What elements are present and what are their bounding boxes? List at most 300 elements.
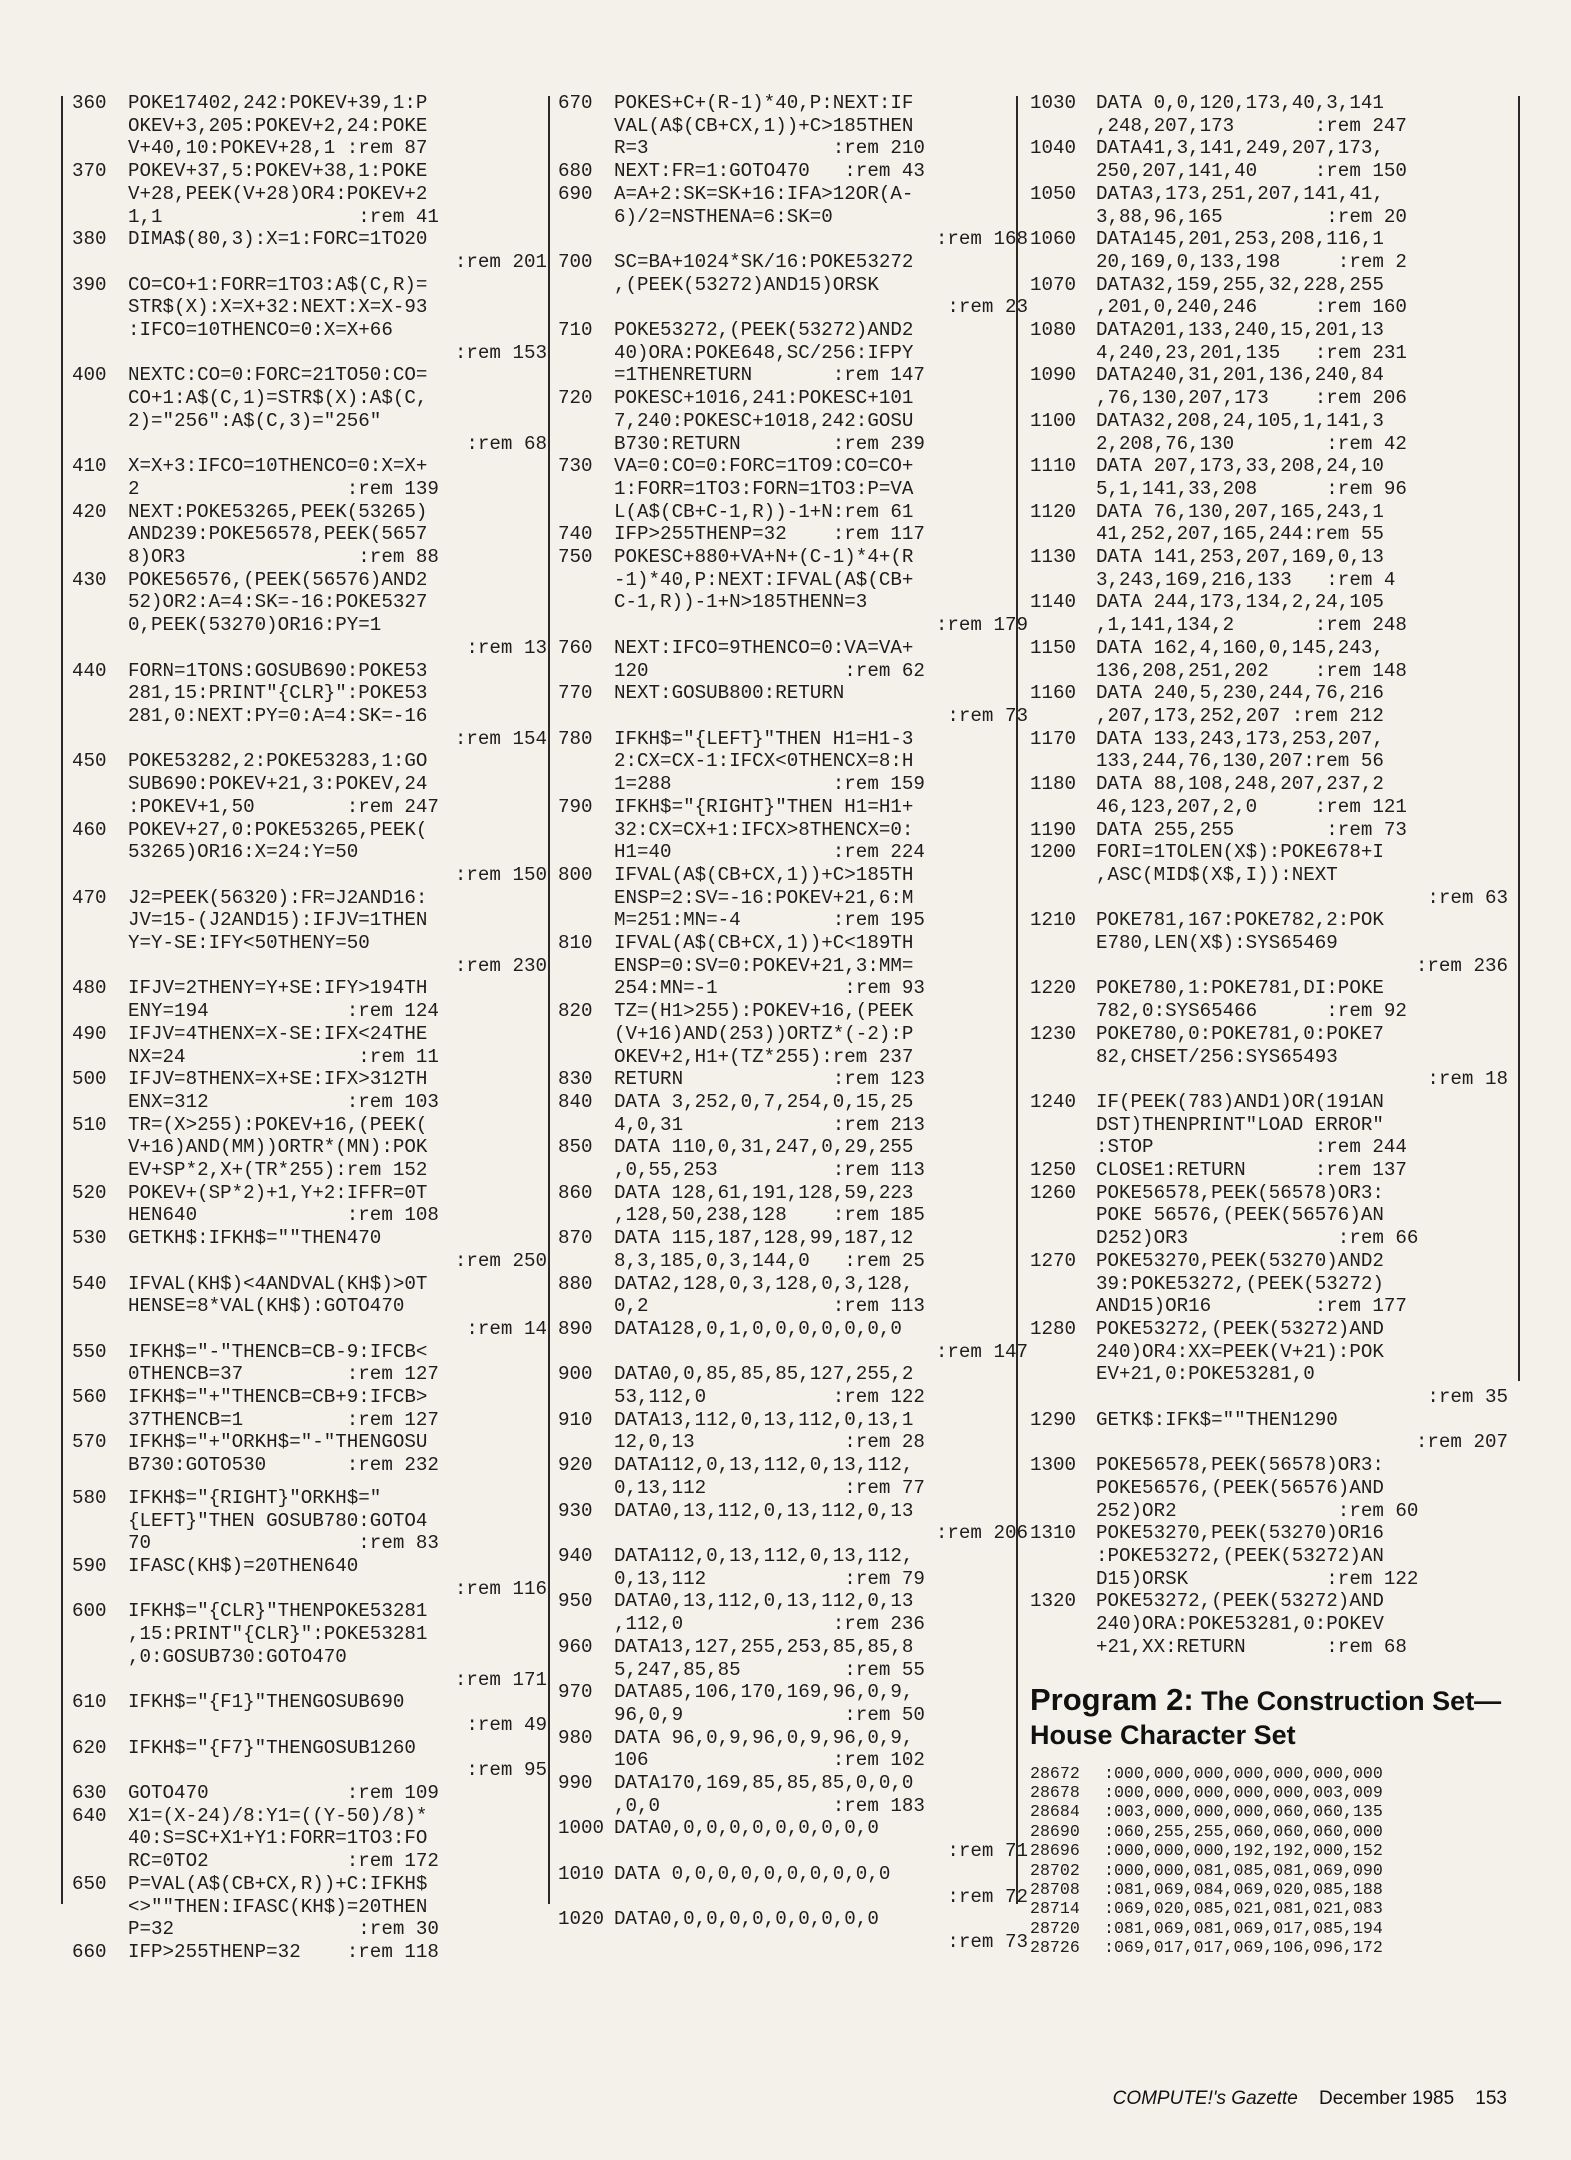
code-row bbox=[1030, 841, 1508, 864]
code-text: B730:GOTO530 :rem 232 bbox=[128, 1454, 439, 1477]
line-number: 650 bbox=[72, 1872, 107, 1895]
code-row bbox=[1030, 1477, 1508, 1500]
code-line-1110 bbox=[1030, 455, 1508, 500]
line-number bbox=[558, 501, 614, 524]
code-text: CLOSE1:RETURN :rem 137 bbox=[1096, 1159, 1407, 1182]
line-number bbox=[72, 1091, 128, 1114]
code-text: 120 :rem 62 bbox=[614, 659, 925, 682]
code-row bbox=[72, 183, 547, 206]
line-number: 780 bbox=[558, 727, 593, 750]
code-text: IFKH$="{RIGHT}"THEN H1=H1+ bbox=[614, 795, 914, 818]
code-text: RC=0TO2 :rem 172 bbox=[128, 1850, 439, 1873]
code-line-560 bbox=[72, 1386, 547, 1431]
code-row bbox=[1030, 546, 1508, 569]
code-row bbox=[558, 1568, 1028, 1591]
rem-checksum: :rem 154 bbox=[454, 727, 547, 750]
code-row bbox=[72, 705, 547, 728]
code-row bbox=[72, 1409, 547, 1432]
code-row bbox=[558, 1114, 1028, 1137]
rem-checksum: :rem 201 bbox=[454, 250, 547, 273]
line-number bbox=[558, 1023, 614, 1046]
code-text: 40:S=SC+X1+Y1:FORR=1TO3:FO bbox=[128, 1827, 428, 1850]
line-number: 560 bbox=[72, 1386, 107, 1409]
line-number bbox=[72, 1532, 128, 1555]
code-text: DATA 133,243,173,253,207, bbox=[1096, 727, 1384, 750]
code-row bbox=[1030, 796, 1508, 819]
code-text: 254:MN=-1 :rem 93 bbox=[614, 977, 925, 1000]
code-text: D15)ORSK :rem 122 bbox=[1096, 1567, 1419, 1590]
code-text: RETURN :rem 123 bbox=[614, 1068, 925, 1091]
code-line-680 bbox=[558, 160, 1028, 183]
code-text: IFP>255THENP=32 :rem 118 bbox=[128, 1940, 439, 1963]
code-line-450 bbox=[72, 750, 547, 818]
code-row bbox=[558, 1046, 1028, 1069]
code-row bbox=[558, 1704, 1028, 1727]
code-line-440 bbox=[72, 660, 547, 751]
line-number bbox=[1030, 1613, 1096, 1636]
code-text: IFKH$="{F1}"THENGOSUB690 bbox=[128, 1691, 405, 1714]
code-row bbox=[72, 296, 547, 319]
line-number bbox=[72, 773, 128, 796]
code-text: ,15:PRINT"{CLR}":POKE53281 bbox=[128, 1623, 428, 1646]
line-number: 700 bbox=[558, 250, 593, 273]
line-number: 1190 bbox=[1030, 818, 1077, 841]
line-number bbox=[558, 569, 614, 592]
code-line-1130 bbox=[1030, 546, 1508, 591]
line-number bbox=[72, 546, 128, 569]
line-number bbox=[558, 1295, 614, 1318]
code-row bbox=[558, 660, 1028, 683]
code-text: 7,240:POKESC+1018,242:GOSU bbox=[614, 409, 914, 432]
code-row bbox=[558, 1454, 1028, 1477]
memory-address: 28714 bbox=[1030, 1899, 1080, 1919]
line-number: 380 bbox=[72, 228, 107, 251]
line-number bbox=[72, 1000, 128, 1023]
code-row bbox=[1030, 637, 1508, 660]
line-number: 460 bbox=[72, 818, 107, 841]
line-number: 1020 bbox=[558, 1908, 605, 1931]
rem-checksum: :rem 14 bbox=[466, 1317, 547, 1340]
code-line-1320 bbox=[1030, 1590, 1508, 1658]
line-number: 1290 bbox=[1030, 1408, 1077, 1431]
code-row bbox=[1030, 1636, 1508, 1659]
code-row bbox=[1030, 160, 1508, 183]
code-text: IFJV=8THENX=X+SE:IFX>312TH bbox=[128, 1068, 428, 1091]
code-text: DATA0,0,0,0,0,0,0,0,0,0 bbox=[614, 1908, 879, 1931]
code-text: DATA3,173,251,207,141,41, bbox=[1096, 182, 1384, 205]
code-line-570 bbox=[72, 1431, 547, 1476]
line-number bbox=[72, 1510, 128, 1533]
code-text: 82,CHSET/256:SYS65493 bbox=[1096, 1045, 1338, 1068]
code-line-480 bbox=[72, 977, 547, 1022]
code-row bbox=[72, 1918, 547, 1941]
code-row bbox=[1030, 682, 1508, 705]
line-number bbox=[558, 660, 614, 683]
line-number: 370 bbox=[72, 160, 107, 183]
code-row bbox=[558, 1023, 1028, 1046]
code-row bbox=[558, 1386, 1028, 1409]
code-line-580 bbox=[72, 1487, 547, 1555]
line-number bbox=[72, 1850, 128, 1873]
line-number: 760 bbox=[558, 636, 593, 659]
code-text: POKESC+1016,241:POKESC+101 bbox=[614, 387, 914, 410]
code-text: 40)ORA:POKE648,SC/256:IFPY bbox=[614, 341, 914, 364]
code-row bbox=[72, 909, 547, 932]
line-number: 500 bbox=[72, 1068, 107, 1091]
line-number bbox=[558, 1431, 614, 1454]
code-row bbox=[558, 1817, 1028, 1840]
code-text: DATA112,0,13,112,0,13,112, bbox=[614, 1454, 914, 1477]
code-row bbox=[72, 1023, 547, 1046]
code-text: IFKH$="{CLR}"THENPOKE53281 bbox=[128, 1600, 428, 1623]
rem-checksum: :rem 153 bbox=[454, 341, 547, 364]
code-row bbox=[558, 637, 1028, 660]
line-number: 1310 bbox=[1030, 1522, 1077, 1545]
line-number: 550 bbox=[72, 1340, 107, 1363]
code-text: 52)OR2:A=4:SK=-16:POKE5327 bbox=[128, 591, 428, 614]
line-number bbox=[558, 137, 614, 160]
memory-address: 28690 bbox=[1030, 1821, 1080, 1841]
code-line-970 bbox=[558, 1681, 1028, 1726]
code-row bbox=[1030, 1318, 1508, 1341]
code-row bbox=[558, 932, 1028, 955]
code-text: :POKE53272,(PEEK(53272)AN bbox=[1096, 1545, 1384, 1567]
line-number bbox=[72, 705, 128, 728]
code-text: C-1,R))-1+N>185THENN=3 bbox=[614, 591, 868, 614]
line-number bbox=[558, 591, 614, 614]
code-text: JV=15-(J2AND15):IFJV=1THEN bbox=[128, 909, 428, 932]
code-row bbox=[72, 137, 547, 160]
line-number bbox=[558, 841, 614, 864]
line-number: 690 bbox=[558, 182, 593, 205]
line-number: 990 bbox=[558, 1772, 593, 1795]
code-line-500 bbox=[72, 1068, 547, 1113]
code-row bbox=[558, 1273, 1028, 1296]
line-number bbox=[72, 387, 128, 410]
line-number bbox=[558, 1204, 614, 1227]
code-row bbox=[1030, 501, 1508, 524]
code-row bbox=[72, 546, 547, 569]
code-text: 53,112,0 :rem 122 bbox=[614, 1386, 925, 1409]
code-text: IFVAL(A$(CB+CX,1))+C>185TH bbox=[614, 863, 914, 886]
code-text: 2 :rem 139 bbox=[128, 477, 439, 500]
code-text: M=251:MN=-4 :rem 195 bbox=[614, 909, 925, 932]
line-number bbox=[1030, 569, 1096, 592]
code-row bbox=[1030, 455, 1508, 478]
line-number bbox=[1030, 1636, 1096, 1659]
memory-address: 28684 bbox=[1030, 1802, 1080, 1822]
code-text: NEXT:GOSUB800:RETURN bbox=[614, 682, 845, 705]
code-line-670 bbox=[558, 92, 1028, 160]
code-row bbox=[1030, 410, 1508, 433]
code-row bbox=[1030, 1568, 1508, 1591]
line-number bbox=[72, 1454, 128, 1477]
line-number bbox=[558, 977, 614, 1000]
code-text: +21,XX:RETURN :rem 68 bbox=[1096, 1635, 1407, 1658]
code-row bbox=[72, 1000, 547, 1023]
listing-column-2 bbox=[558, 92, 1028, 1954]
code-row bbox=[558, 1863, 1028, 1886]
code-row bbox=[558, 977, 1028, 1000]
column-rule-right bbox=[1518, 96, 1520, 1381]
code-row bbox=[72, 1046, 547, 1069]
code-text: 37THENCB=1 :rem 127 bbox=[128, 1408, 439, 1431]
code-text: POKE53272,(PEEK(53272)AND bbox=[1096, 1317, 1384, 1340]
code-row bbox=[1030, 137, 1508, 160]
code-row bbox=[1030, 206, 1508, 229]
line-number bbox=[72, 1409, 128, 1432]
code-row bbox=[72, 750, 547, 773]
code-row bbox=[1030, 773, 1508, 796]
memory-address: 28702 bbox=[1030, 1860, 1080, 1880]
memory-address: 28726 bbox=[1030, 1938, 1080, 1958]
code-text: 250,207,141,40 :rem 150 bbox=[1096, 160, 1407, 183]
code-row bbox=[72, 92, 547, 115]
code-text: AND239:POKE56578,PEEK(5657 bbox=[128, 523, 428, 546]
code-text: 106 :rem 102 bbox=[614, 1749, 925, 1772]
dump-row bbox=[1030, 1822, 1508, 1841]
code-row bbox=[558, 1727, 1028, 1750]
rem-checksum: :rem 236 bbox=[1415, 954, 1508, 977]
code-line-1280 bbox=[1030, 1318, 1508, 1409]
code-row bbox=[558, 1795, 1028, 1818]
code-text: POKEV+(SP*2)+1,Y+2:IFFR=0T bbox=[128, 1181, 428, 1204]
byte-values: :000,000,081,085,081,069,090 bbox=[1104, 1860, 1383, 1880]
code-row bbox=[1030, 387, 1508, 410]
code-row bbox=[72, 796, 547, 819]
line-number: 820 bbox=[558, 1000, 593, 1023]
code-text: DATA0,0,85,85,85,127,255,2 bbox=[614, 1363, 914, 1386]
line-number: 860 bbox=[558, 1181, 593, 1204]
code-row bbox=[1030, 1000, 1508, 1023]
code-text: POKE53270,PEEK(53270)OR16 bbox=[1096, 1522, 1384, 1545]
code-line-740 bbox=[558, 523, 1028, 546]
line-number bbox=[558, 750, 614, 773]
code-text: X=X+3:IFCO=10THENCO=0:X=X+ bbox=[128, 455, 428, 478]
code-row bbox=[558, 955, 1028, 978]
line-number bbox=[72, 319, 128, 342]
code-text: 240)OR4:XX=PEEK(V+21):POK bbox=[1096, 1340, 1384, 1363]
code-line-700 bbox=[558, 251, 1028, 319]
code-row bbox=[558, 864, 1028, 887]
rem-checksum: :rem 168 bbox=[935, 228, 1028, 251]
code-text: 5,247,85,85 :rem 55 bbox=[614, 1658, 925, 1681]
line-number: 400 bbox=[72, 364, 107, 387]
code-row bbox=[558, 1681, 1028, 1704]
code-text: STR$(X):X=X+32:NEXT:X=X-93 bbox=[128, 296, 428, 319]
line-number: 1170 bbox=[1030, 727, 1077, 750]
code-row bbox=[1030, 1227, 1508, 1250]
line-number: 1090 bbox=[1030, 364, 1077, 387]
code-text: DATA 3,252,0,7,254,0,15,25 bbox=[614, 1090, 914, 1113]
line-number: 750 bbox=[558, 546, 593, 569]
code-line-1250 bbox=[1030, 1159, 1508, 1182]
code-text: 0THENCB=37 :rem 127 bbox=[128, 1363, 439, 1386]
line-number bbox=[72, 478, 128, 501]
code-row bbox=[558, 342, 1028, 365]
dump-row bbox=[1030, 1764, 1508, 1783]
code-row bbox=[1030, 1613, 1508, 1636]
line-number: 580 bbox=[72, 1486, 107, 1509]
code-line-630 bbox=[72, 1782, 547, 1805]
code-text: 1=288 :rem 159 bbox=[614, 773, 925, 796]
rem-checksum: :rem 68 bbox=[466, 432, 547, 455]
code-text: DATA240,31,201,136,240,84 bbox=[1096, 364, 1384, 387]
code-line-490 bbox=[72, 1023, 547, 1068]
line-number: 390 bbox=[72, 273, 107, 296]
memory-address: 28696 bbox=[1030, 1841, 1080, 1861]
code-text: IFKH$="+"THENCB=CB+9:IFCB> bbox=[128, 1386, 428, 1409]
code-text: -1)*40,P:NEXT:IFVAL(A$(CB+ bbox=[614, 568, 914, 591]
line-number bbox=[558, 206, 614, 229]
code-text: OKEV+3,205:POKEV+2,24:POKE bbox=[128, 114, 428, 137]
code-line-1090 bbox=[1030, 364, 1508, 409]
code-text: 240)ORA:POKE53281,0:POKEV bbox=[1096, 1613, 1384, 1636]
code-line-1290 bbox=[1030, 1409, 1508, 1454]
line-number: 920 bbox=[558, 1454, 593, 1477]
line-number bbox=[1030, 614, 1096, 637]
code-row bbox=[1030, 1023, 1508, 1046]
code-line-820 bbox=[558, 1000, 1028, 1068]
code-line-870 bbox=[558, 1227, 1028, 1272]
code-line-770 bbox=[558, 682, 1028, 727]
line-number: 1110 bbox=[1030, 455, 1077, 478]
code-row bbox=[1030, 1454, 1508, 1477]
code-row bbox=[72, 1532, 547, 1555]
line-number bbox=[558, 433, 614, 456]
code-text: EV+SP*2,X+(TR*255):rem 152 bbox=[128, 1159, 428, 1182]
code-text: 3,243,169,216,133 :rem 4 bbox=[1096, 568, 1396, 591]
code-text: ,112,0 :rem 236 bbox=[614, 1613, 925, 1636]
line-number bbox=[72, 841, 128, 864]
code-line-1160 bbox=[1030, 682, 1508, 727]
code-line-690 bbox=[558, 183, 1028, 251]
dump-row bbox=[1030, 1841, 1508, 1860]
line-number: 1320 bbox=[1030, 1590, 1077, 1613]
character-set-dump bbox=[1030, 1764, 1508, 1958]
line-number: 830 bbox=[558, 1068, 593, 1091]
line-number bbox=[72, 1136, 128, 1159]
code-row bbox=[558, 501, 1028, 524]
code-row bbox=[1030, 523, 1508, 546]
line-number bbox=[72, 1827, 128, 1850]
code-text: NX=24 :rem 11 bbox=[128, 1045, 439, 1068]
code-text: ,76,130,207,173 :rem 206 bbox=[1096, 387, 1407, 410]
code-text: DATA85,106,170,169,96,0,9, bbox=[614, 1681, 914, 1704]
code-row bbox=[1030, 342, 1508, 365]
code-row bbox=[1030, 274, 1508, 297]
line-number bbox=[72, 1646, 128, 1669]
code-text: ENY=194 :rem 124 bbox=[128, 1000, 439, 1023]
code-text: ENSP=2:SV=-16:POKEV+21,6:M bbox=[614, 886, 914, 909]
line-number bbox=[72, 183, 128, 206]
rem-checksum: :rem 72 bbox=[947, 1885, 1028, 1908]
code-text: HENSE=8*VAL(KH$):GOTO470 bbox=[128, 1295, 405, 1318]
line-number bbox=[558, 773, 614, 796]
code-text: POKE781,167:POKE782,2:POK bbox=[1096, 909, 1384, 932]
rem-checksum: :rem 13 bbox=[466, 636, 547, 659]
code-row bbox=[72, 1341, 547, 1364]
line-number: 360 bbox=[72, 92, 107, 114]
code-row bbox=[1030, 864, 1508, 887]
code-row bbox=[72, 478, 547, 501]
rem-checksum: :rem 250 bbox=[454, 1249, 547, 1272]
code-text: DATA201,133,240,15,201,13 bbox=[1096, 319, 1384, 342]
code-line-1190 bbox=[1030, 819, 1508, 842]
code-row bbox=[558, 1500, 1028, 1523]
code-line-660 bbox=[72, 1941, 547, 1964]
code-text: POKE53282,2:POKE53283,1:GO bbox=[128, 750, 428, 773]
code-row bbox=[72, 1363, 547, 1386]
code-line-510 bbox=[72, 1114, 547, 1182]
code-text: ENX=312 :rem 103 bbox=[128, 1090, 439, 1113]
code-row bbox=[72, 682, 547, 705]
code-row bbox=[72, 501, 547, 524]
code-row bbox=[558, 1136, 1028, 1159]
byte-values: :081,069,081,069,017,085,194 bbox=[1104, 1918, 1383, 1938]
code-text: 2)="256":A$(C,3)="256" bbox=[128, 409, 382, 432]
line-number: 600 bbox=[72, 1600, 107, 1623]
line-number bbox=[1030, 387, 1096, 410]
line-number bbox=[1030, 750, 1096, 773]
rem-checksum: :rem 73 bbox=[947, 1930, 1028, 1953]
rem-checksum: :rem 23 bbox=[947, 296, 1028, 319]
code-text: DATA170,169,85,85,85,0,0,0 bbox=[614, 1772, 914, 1795]
line-number: 530 bbox=[72, 1227, 107, 1250]
line-number: 470 bbox=[72, 886, 107, 909]
code-line-950 bbox=[558, 1590, 1028, 1635]
code-line-1230 bbox=[1030, 1023, 1508, 1091]
listing-column-3 bbox=[1030, 92, 1508, 1958]
code-text: 32:CX=CX+1:IFCX>8THENCX=0: bbox=[614, 818, 914, 841]
code-row bbox=[558, 319, 1028, 342]
code-row bbox=[558, 819, 1028, 842]
code-line-1300 bbox=[1030, 1454, 1508, 1522]
code-text: DATA0,0,0,0,0,0,0,0,0,0 bbox=[614, 1817, 879, 1840]
code-text: GOTO470 :rem 109 bbox=[128, 1782, 439, 1805]
code-line-360 bbox=[72, 92, 547, 160]
line-number: 790 bbox=[558, 795, 593, 818]
line-number bbox=[72, 115, 128, 138]
code-text: NEXT:FR=1:GOTO470 :rem 43 bbox=[614, 160, 925, 183]
code-row bbox=[558, 1908, 1028, 1931]
code-text: TR=(X>255):POKEV+16,(PEEK( bbox=[128, 1113, 428, 1136]
line-number bbox=[1030, 660, 1096, 683]
code-text: P=VAL(A$(CB+CX,R))+C:IFKH$ bbox=[128, 1872, 428, 1895]
code-row bbox=[1030, 1250, 1508, 1273]
code-line-1000 bbox=[558, 1817, 1028, 1862]
issue-date: December 1985 bbox=[1318, 2088, 1455, 2109]
line-number bbox=[72, 137, 128, 160]
code-line-1200 bbox=[1030, 841, 1508, 909]
code-row bbox=[1030, 364, 1508, 387]
code-text: 2:CX=CX-1:IFCX<0THENCX=8:H bbox=[614, 750, 914, 773]
code-text: POKE17402,242:POKEV+39,1:P bbox=[128, 92, 428, 114]
code-row bbox=[72, 819, 547, 842]
code-text: DATA145,201,253,208,116,1 bbox=[1096, 228, 1384, 251]
code-text: DATA 244,173,134,2,24,105 bbox=[1096, 591, 1384, 614]
code-row bbox=[1030, 115, 1508, 138]
code-text: Y=Y-SE:IFY<50THENY=50 bbox=[128, 932, 370, 955]
code-text: SUB690:POKEV+21,3:POKEV,24 bbox=[128, 773, 428, 796]
line-number: 930 bbox=[558, 1499, 593, 1522]
code-text: 41,252,207,165,244:rem 55 bbox=[1096, 523, 1384, 546]
code-row bbox=[558, 478, 1028, 501]
code-row bbox=[1030, 728, 1508, 751]
code-row bbox=[1030, 296, 1508, 319]
line-number bbox=[1030, 1046, 1096, 1069]
line-number: 1070 bbox=[1030, 273, 1077, 296]
